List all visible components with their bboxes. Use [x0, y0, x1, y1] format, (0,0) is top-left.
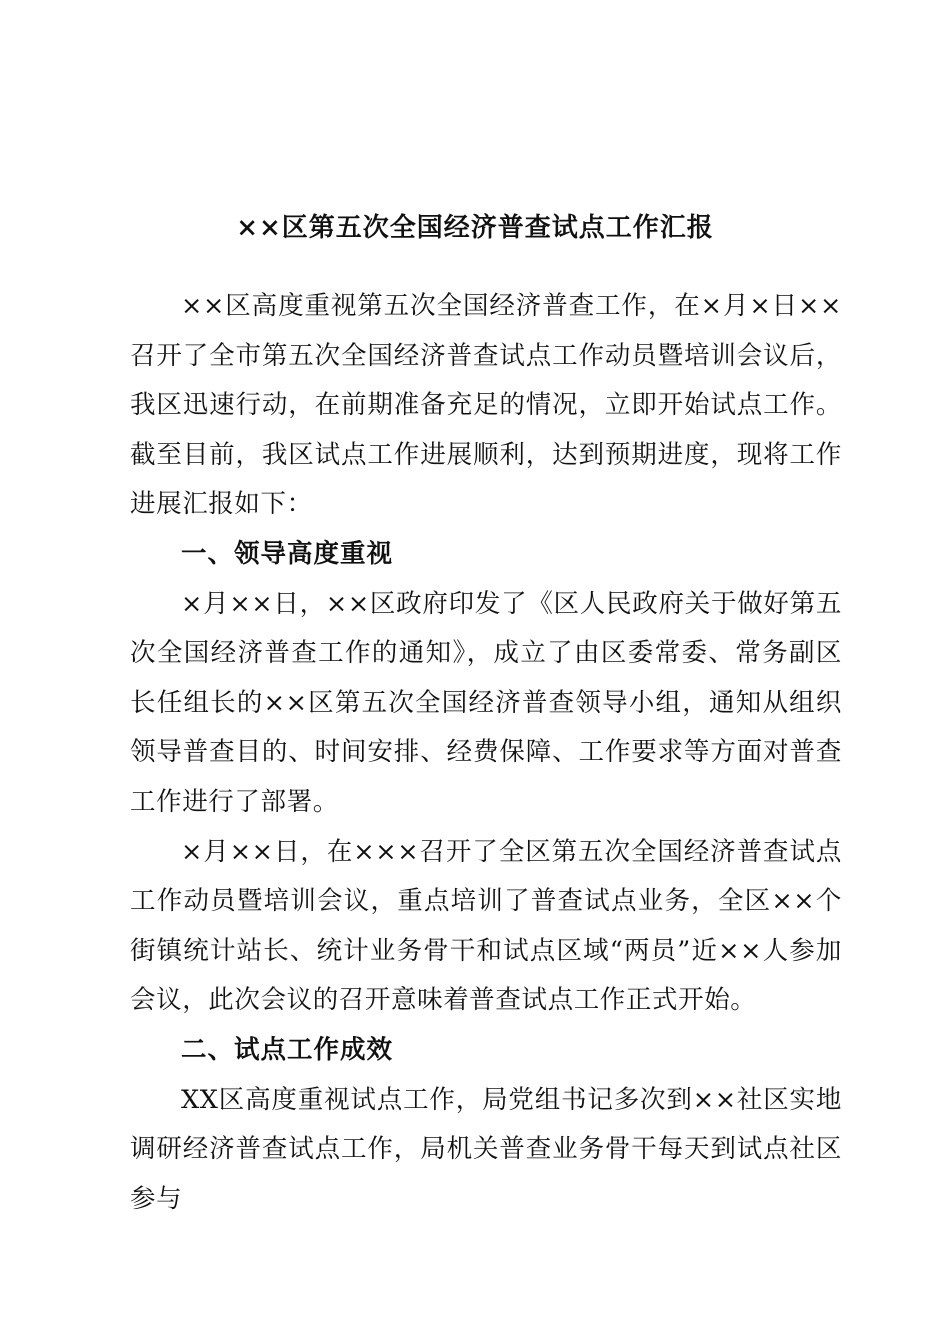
intro-paragraph: ××区高度重视第五次全国经济普查工作，在×月×日××召开了全市第五次全国经济普查试点工作动员暨培训会议后，我区迅速行动，在前期准备充足的情况，立即开始试点工作。截至目前，我区试点工作进展顺利，达到预期进度，现将工作进展汇报如下：: [130, 291, 842, 520]
document-body: [130, 282, 842, 1224]
document-title: ××区第五次全国经济普查试点工作汇报: [236, 213, 714, 243]
section1-paragraph-1: ×月××日，××区政府印发了《区人民政府关于做好第五次全国经济普查工作的通知》，成立了由区委常委、常务副区长任组长的××区第五次全国经济普查领导小组，通知从组织领导普查目的、时间安排、经费保障、工作要求等方面对普查工作进行了部署。: [130, 588, 842, 817]
section-heading-results: 二、试点工作成效: [181, 1034, 394, 1065]
section1-paragraph-2: ×月××日，在×××召开了全区第五次全国经济普查试点工作动员暨培训会议，重点培训了普查试点业务，全区××个街镇统计站长、统计业务骨干和试点区域“两员”近××人参加会议，此次会议的召开意味着普查试点工作正式开始。: [130, 836, 842, 1016]
section-heading-leadership: 一、领导高度重视: [181, 538, 394, 569]
section2-paragraph-1: XX区高度重视试点工作，局党组书记多次到××社区实地调研经济普查试点工作，局机关普查业务骨干每天到试点社区参与: [130, 1084, 842, 1214]
